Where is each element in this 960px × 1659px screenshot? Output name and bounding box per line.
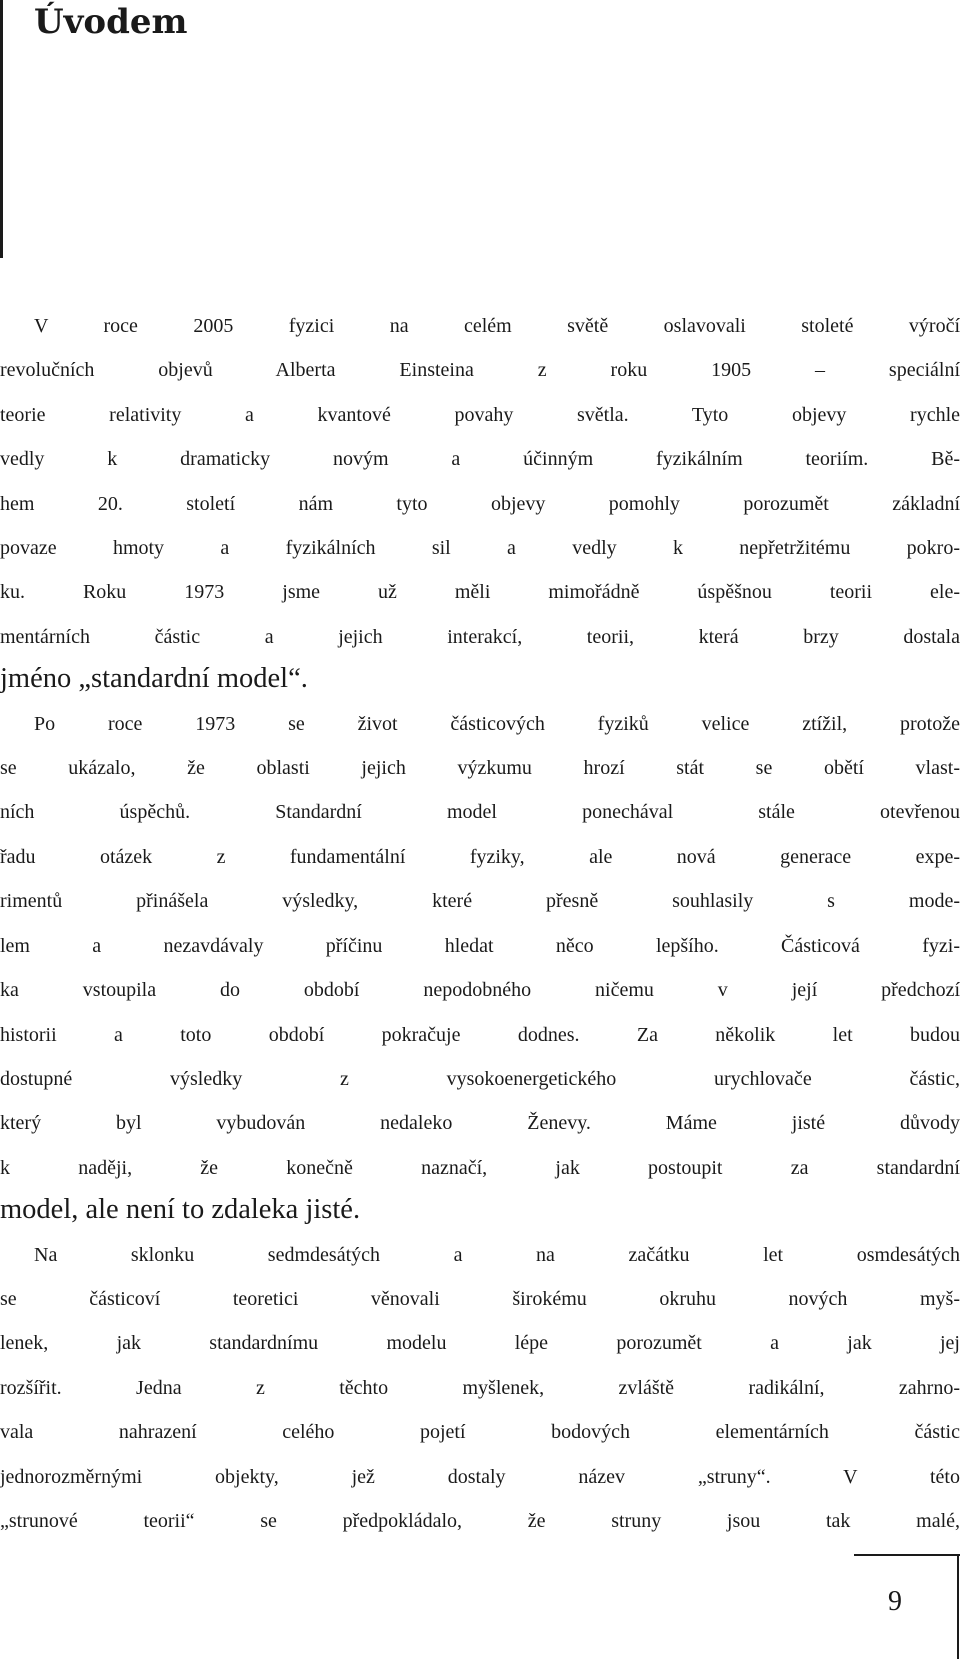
body-text	[0, 303, 960, 1542]
text-line: Po roce 1973 se život částicových fyziků velice ztížil, protože	[34, 712, 960, 735]
paragraph-2	[0, 701, 960, 1232]
text-line: lenek, jak standardnímu modelu lépe porozumět a jak jej	[0, 1332, 960, 1355]
text-line: vedly k dramaticky novým a účinným fyzikálním teoriím. Bě-	[0, 448, 960, 471]
text-line: rimentů přinášela výsledky, které přesně souhlasily s mode-	[0, 890, 960, 913]
text-line: který byl vybudován nedaleko Ženevy. Máme jisté důvody	[0, 1112, 960, 1135]
text-line: jednorozměrnými objekty, jež dostaly název „struny“. V této	[0, 1465, 960, 1488]
page-number: 9	[888, 1586, 902, 1617]
text-line: lem a nezavdávaly příčinu hledat něco lepšího. Částicová fyzi-	[0, 934, 960, 957]
text-line: ních úspěchů. Standardní model ponechával stále otevřenou	[0, 801, 960, 824]
text-line: hem 20. století nám tyto objevy pomohly porozumět základní	[0, 492, 960, 515]
text-line: Na sklonku sedmdesátých a na začátku let osmdesátých	[34, 1243, 960, 1266]
text-line: vala nahrazení celého pojetí bodových elementárních částic	[0, 1421, 960, 1444]
chapter-title: Úvodem	[34, 2, 188, 42]
footer-rule-vertical	[957, 1554, 959, 1659]
text-line: jméno „standardní model“.	[0, 663, 308, 695]
paragraph-1	[0, 303, 960, 701]
text-line: ku. Roku 1973 jsme už měli mimořádně úspěšnou teorii ele-	[0, 581, 960, 604]
text-line: dostupné výsledky z vysokoenergetického urychlovače částic,	[0, 1067, 960, 1090]
chapter-side-rule	[0, 0, 3, 258]
text-line: se částicoví teoretici věnovali širokému okruhu nových myš-	[0, 1287, 960, 1310]
text-line: k naději, že konečně naznačí, jak postoupit za standardní	[0, 1156, 960, 1179]
text-line: revolučních objevů Alberta Einsteina z roku 1905 – speciální	[0, 359, 960, 382]
paragraph-3	[0, 1232, 960, 1543]
text-line: historii a toto období pokračuje dodnes. Za několik let budou	[0, 1023, 960, 1046]
text-line: se ukázalo, že oblasti jejich výzkumu hrozí stát se obětí vlast-	[0, 757, 960, 780]
text-line: řadu otázek z fundamentální fyziky, ale nová generace expe-	[0, 845, 960, 868]
text-line: povaze hmoty a fyzikálních sil a vedly k nepřetržitému pokro-	[0, 537, 960, 560]
text-line: rozšířit. Jedna z těchto myšlenek, zvláště radikální, zahrno-	[0, 1376, 960, 1399]
text-line: V roce 2005 fyzici na celém světě oslavovali stoleté výročí	[34, 315, 960, 337]
footer-rule-horizontal	[854, 1554, 960, 1556]
text-line: teorie relativity a kvantové povahy světla. Tyto objevy rychle	[0, 403, 960, 426]
text-line: ka vstoupila do období nepodobného ničemu v její předchozí	[0, 979, 960, 1002]
text-line: mentárních částic a jejich interakcí, teorii, která brzy dostala	[0, 625, 960, 648]
text-line: model, ale není to zdaleka jisté.	[0, 1194, 361, 1226]
text-line: „strunové teorii“ se předpokládalo, že struny jsou tak malé,	[0, 1509, 960, 1532]
